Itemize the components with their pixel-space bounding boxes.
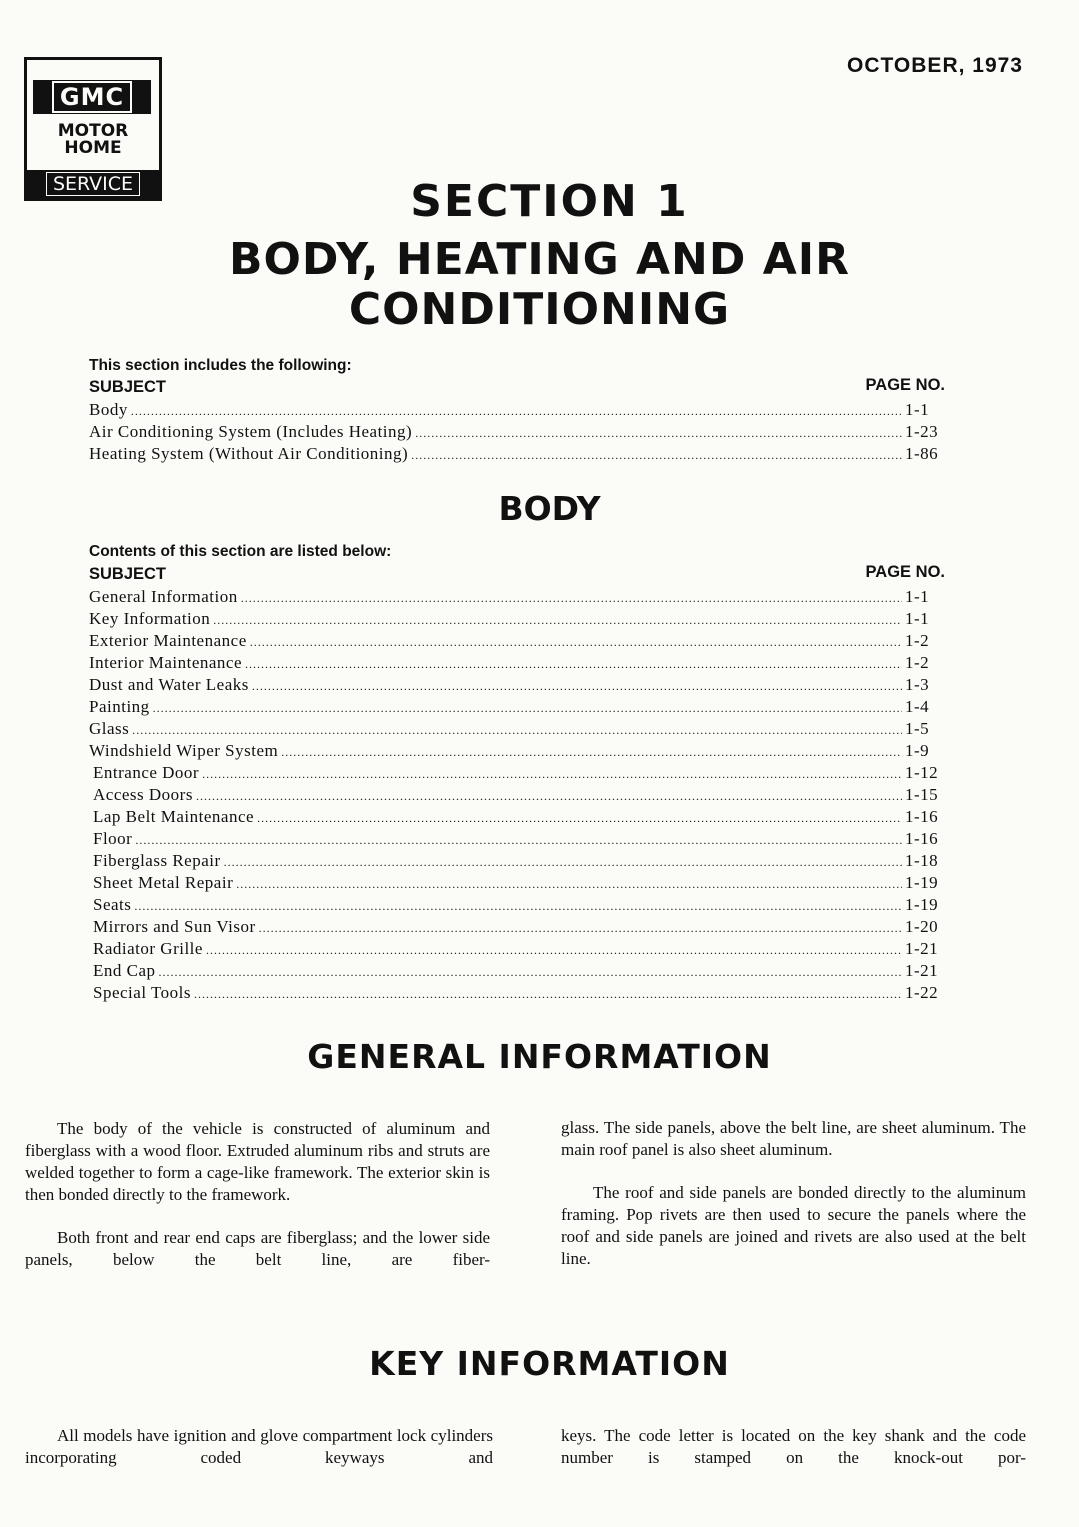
toc-page: 1-2 xyxy=(905,653,930,672)
toc-leader xyxy=(206,939,902,961)
toc-leader xyxy=(281,741,902,763)
toc-leader xyxy=(415,422,902,444)
general-information-heading: GENERAL INFORMATION xyxy=(307,1037,772,1076)
toc-label: Key Information xyxy=(89,609,211,628)
toc-leader xyxy=(236,873,902,895)
toc-leader xyxy=(241,587,902,609)
toc-page: 1-9 xyxy=(905,741,930,760)
toc-page: 1-19 xyxy=(905,873,939,892)
logo-service-banner: SERVICE xyxy=(27,170,159,198)
toc-row xyxy=(89,894,945,916)
paragraph: Both front and rear end caps are fiberglass; and the lower side panels, below the belt line, are fiber- xyxy=(25,1228,490,1269)
toc-row xyxy=(89,718,945,740)
toc-row xyxy=(89,806,945,828)
toc-leader xyxy=(202,763,902,785)
toc-row xyxy=(89,872,945,894)
general-information-left-column xyxy=(25,1118,490,1271)
toc-label: Painting xyxy=(89,697,150,716)
toc-label: Glass xyxy=(89,719,130,738)
toc-label: Lap Belt Maintenance xyxy=(93,807,255,826)
general-information-right-column xyxy=(561,1117,1026,1270)
toc-leader xyxy=(411,444,902,466)
toc-leader xyxy=(131,400,902,422)
toc-page: 1-4 xyxy=(905,697,930,716)
toc-leader xyxy=(259,917,902,939)
paragraph: glass. The side panels, above the belt line, are sheet aluminum. The main roof panel is also sheet aluminum. xyxy=(561,1118,1026,1159)
toc-page: 1-15 xyxy=(905,785,939,804)
toc-leader xyxy=(224,851,902,873)
toc-row xyxy=(89,421,945,443)
toc-label: Air Conditioning System (Includes Heating) xyxy=(89,422,413,441)
toc-page: 1-3 xyxy=(905,675,930,694)
toc-row xyxy=(89,696,945,718)
toc-page: 1-21 xyxy=(905,939,939,958)
toc-label: Floor xyxy=(93,829,133,848)
toc-row xyxy=(89,443,945,465)
toc-label: Interior Maintenance xyxy=(89,653,243,672)
toc-row xyxy=(89,784,945,806)
contents-page-header: PAGE NO. xyxy=(865,563,945,581)
toc-row xyxy=(89,740,945,762)
toc-leader xyxy=(132,719,902,741)
toc-row xyxy=(89,630,945,652)
toc-label: Sheet Metal Repair xyxy=(93,873,234,892)
paragraph: keys. The code letter is located on the key shank and the code number is stamped on the knock-out por- xyxy=(561,1426,1026,1467)
key-information-right-column xyxy=(561,1425,1026,1469)
toc-label: Exterior Maintenance xyxy=(89,631,247,650)
section-title-line1: BODY, HEATING AND AIR xyxy=(228,234,851,285)
logo-brand: GMC xyxy=(33,80,151,114)
toc-row xyxy=(89,586,945,608)
paragraph: The roof and side panels are bonded directly to the aluminum framing. Pop rivets are then used to secure the panels where the roof and side panels are joined and rivets are also used at the belt line. xyxy=(561,1183,1026,1268)
toc-page: 1-21 xyxy=(905,961,939,980)
toc-page: 1-5 xyxy=(905,719,930,738)
overview-intro: This section includes the following: xyxy=(89,357,352,374)
toc-page: 1-22 xyxy=(905,983,939,1002)
toc-page: 1-2 xyxy=(905,631,930,650)
toc-row xyxy=(89,916,945,938)
toc-page: 1-86 xyxy=(905,444,939,463)
toc-row xyxy=(89,674,945,696)
paragraph: All models have ignition and glove compartment lock cylinders incorporating coded keyways and xyxy=(25,1426,493,1467)
toc-page: 1-1 xyxy=(905,587,930,606)
contents-intro: Contents of this section are listed below: xyxy=(89,543,392,560)
overview-subject-header: SUBJECT xyxy=(89,378,167,396)
toc-label: End Cap xyxy=(93,961,156,980)
toc-label: General Information xyxy=(89,587,238,606)
toc-page: 1-1 xyxy=(905,609,930,628)
toc-page: 1-20 xyxy=(905,917,939,936)
toc-leader xyxy=(134,895,902,917)
toc-row xyxy=(89,762,945,784)
toc-leader xyxy=(159,961,902,983)
toc-label: Access Doors xyxy=(93,785,193,804)
section-number: SECTION 1 xyxy=(410,176,689,227)
logo-line-motor: MOTOR xyxy=(57,121,129,141)
toc-label: Entrance Door xyxy=(93,763,200,782)
toc-row xyxy=(89,982,945,1004)
toc-row xyxy=(89,960,945,982)
logo-motor-home xyxy=(27,123,159,157)
toc-row xyxy=(89,938,945,960)
toc-leader xyxy=(252,675,902,697)
toc-label: Special Tools xyxy=(93,983,192,1002)
toc-leader xyxy=(250,631,902,653)
toc-row xyxy=(89,828,945,850)
contents-toc xyxy=(89,586,945,1004)
toc-page: 1-16 xyxy=(905,807,939,826)
toc-page: 1-12 xyxy=(905,763,939,782)
toc-row xyxy=(89,652,945,674)
toc-page: 1-16 xyxy=(905,829,939,848)
toc-label: Fiberglass Repair xyxy=(93,851,221,870)
toc-label: Heating System (Without Air Conditioning) xyxy=(89,444,409,463)
toc-label: Dust and Water Leaks xyxy=(89,675,249,694)
toc-row xyxy=(89,608,945,630)
toc-page: 1-18 xyxy=(905,851,939,870)
toc-leader xyxy=(194,983,902,1005)
toc-label: Mirrors and Sun Visor xyxy=(93,917,256,936)
section-title-line2: CONDITIONING xyxy=(348,284,731,335)
toc-leader xyxy=(153,697,902,719)
overview-page-header: PAGE NO. xyxy=(865,376,945,394)
toc-leader xyxy=(196,785,902,807)
toc-page: 1-23 xyxy=(905,422,939,441)
toc-label: Seats xyxy=(93,895,132,914)
key-information-left-column xyxy=(25,1425,493,1469)
toc-leader xyxy=(135,829,902,851)
paragraph: The body of the vehicle is constructed of aluminum and fiberglass with a wood floor. Extruded aluminum ribs and struts are welded together to form a cage-like framework. The exterior skin is then bonded directly to the framework. xyxy=(25,1119,490,1204)
contents-subject-header: SUBJECT xyxy=(89,565,167,583)
toc-page: 1-19 xyxy=(905,895,939,914)
toc-label: Body xyxy=(89,400,128,419)
toc-label: Windshield Wiper System xyxy=(89,741,279,760)
toc-row xyxy=(89,399,945,421)
issue-date: OCTOBER, 1973 xyxy=(846,54,1023,77)
toc-leader xyxy=(257,807,902,829)
toc-label: Radiator Grille xyxy=(93,939,203,958)
logo-line-home: HOME xyxy=(64,138,122,158)
toc-leader xyxy=(245,653,902,675)
toc-row xyxy=(89,850,945,872)
toc-leader xyxy=(213,609,902,631)
toc-page: 1-1 xyxy=(905,400,930,419)
key-information-heading: KEY INFORMATION xyxy=(369,1344,730,1383)
overview-toc xyxy=(89,399,945,465)
body-heading: BODY xyxy=(498,489,601,528)
